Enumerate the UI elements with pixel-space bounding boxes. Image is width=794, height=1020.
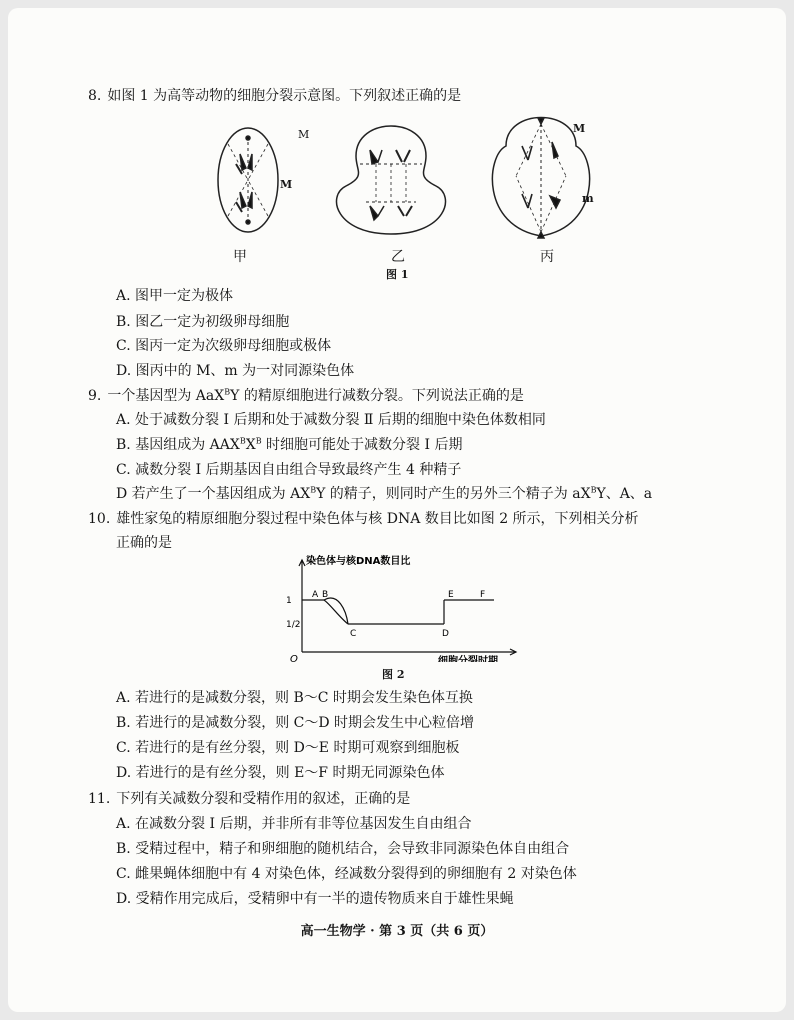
q8-option-d: D. 图丙中的 M、m 为一对同源染色体 xyxy=(116,363,355,379)
q11-number: 11. xyxy=(88,791,111,807)
q11-option-a: A. 在减数分裂 Ⅰ 后期，并非所有非等位基因发生自由组合 xyxy=(116,816,472,832)
q9-option-c: C. 减数分裂 Ⅰ 后期基因自由组合导致最终产生 4 种精子 xyxy=(116,462,462,478)
q9-stem-b: Y 的精原细胞进行减数分裂。下列说法正确的是 xyxy=(230,388,524,404)
label-M: M xyxy=(573,122,586,135)
q9-b-sup1: B xyxy=(239,436,246,446)
figure-1-caption: 图 1 xyxy=(386,268,409,281)
q8-option-c: C. 图丙一定为次级卵母细胞或极体 xyxy=(116,338,332,354)
point-label-b: B xyxy=(322,590,329,600)
q9-d-1: D 若产生了一个基因组成为 AX xyxy=(116,486,311,502)
figure-2-caption: 图 2 xyxy=(382,668,405,681)
ratio-line-chart xyxy=(284,552,524,662)
chromosome-label-M-bing: M xyxy=(298,128,310,141)
origin-label: O xyxy=(290,654,298,662)
cell-jia xyxy=(218,128,278,232)
figure-label-yi: 乙 xyxy=(391,249,405,265)
q8-number: 8. xyxy=(88,88,102,104)
q10-number: 10. xyxy=(88,511,111,527)
q10-option-a: A. 若进行的是减数分裂，则 B～C 时期会发生染色体互换 xyxy=(116,690,473,706)
y-tick-label: 1/2 xyxy=(286,620,301,630)
figure-label-bing: 丙 xyxy=(540,249,554,265)
q10-option-d: D. 若进行的是有丝分裂，则 E～F 时期无同源染色体 xyxy=(116,765,445,781)
q9-d-sup2: B xyxy=(590,485,597,495)
q11-option-c: C. 雌果蝇体细胞中有 4 对染色体，经减数分裂得到的卵细胞有 2 对染色体 xyxy=(116,866,577,882)
label-m: m xyxy=(582,192,594,205)
exam-page xyxy=(8,8,786,1012)
y-tick-label: 1 xyxy=(286,596,292,606)
q9-stem-a: 一个基因型为 AaX xyxy=(107,388,225,404)
q10-stem-line2: 正确的是 xyxy=(116,535,172,551)
q8-option-a: A. 图甲一定为极体 xyxy=(116,288,234,304)
q9-stem-sup: B xyxy=(224,387,231,397)
x-axis-label: 细胞分裂时期 xyxy=(438,656,498,662)
page-footer: 高一生物学 · 第 3 页（共 6 页） xyxy=(300,924,494,939)
q11-stem xyxy=(88,789,410,809)
q9-d-3: Y、A、a xyxy=(596,486,653,502)
q9-option-b xyxy=(116,435,462,455)
cell-yi xyxy=(336,126,445,234)
figure-2-graph xyxy=(284,552,524,666)
figure-label-jia: 甲 xyxy=(233,249,247,265)
q11-option-b: B. 受精过程中，精子和卵细胞的随机结合，会导致非同源染色体自由组合 xyxy=(116,841,570,857)
cell-bing xyxy=(492,118,589,239)
q9-option-d xyxy=(116,484,652,504)
q9-b-sup2: B xyxy=(255,436,262,446)
point-label-e: E xyxy=(448,590,454,600)
point-label-f: F xyxy=(480,590,486,600)
q9-option-a: A. 处于减数分裂 Ⅰ 后期和处于减数分裂 Ⅱ 后期的细胞中染色体数相同 xyxy=(116,412,546,428)
q8-stem-text: 如图 1 为高等动物的细胞分裂示意图。下列叙述正确的是 xyxy=(107,88,462,104)
q10-stem xyxy=(88,509,639,529)
q9-stem xyxy=(88,386,524,406)
q9-d-2: Y 的精子，则同时产生的另外三个精子为 aX xyxy=(316,486,591,502)
q10-option-c: C. 若进行的是有丝分裂，则 D～E 时期可观察到细胞板 xyxy=(116,740,460,756)
q10-stem-line1: 雄性家兔的精原细胞分裂过程中染色体与核 DNA 数目比如图 2 所示，下列相关分析 xyxy=(116,511,639,527)
q9-b-3: 时细胞可能处于减数分裂 Ⅰ 后期 xyxy=(261,437,463,453)
q11-option-d: D. 受精作用完成后，受精卵中有一半的遗传物质来自于雄性果蝇 xyxy=(116,891,514,907)
chromosome-label-M: M xyxy=(280,178,293,191)
q10-option-b: B. 若进行的是减数分裂，则 C～D 时期会发生中心粒倍增 xyxy=(116,715,475,731)
q8-option-b: B. 图乙一定为初级卵母细胞 xyxy=(116,314,290,330)
point-label-d: D xyxy=(442,629,449,639)
q9-number: 9. xyxy=(88,388,102,404)
q9-b-1: B. 基因组成为 AAX xyxy=(116,437,240,453)
q8-stem xyxy=(88,86,461,106)
point-label-a: A xyxy=(312,590,319,600)
q9-d-sup1: B xyxy=(310,485,317,495)
point-label-c: C xyxy=(350,629,357,639)
y-axis-label: 染色体与核DNA数目比 xyxy=(306,556,411,567)
q9-b-2: X xyxy=(245,437,256,453)
q11-stem-text: 下列有关减数分裂和受精作用的叙述，正确的是 xyxy=(116,791,411,807)
